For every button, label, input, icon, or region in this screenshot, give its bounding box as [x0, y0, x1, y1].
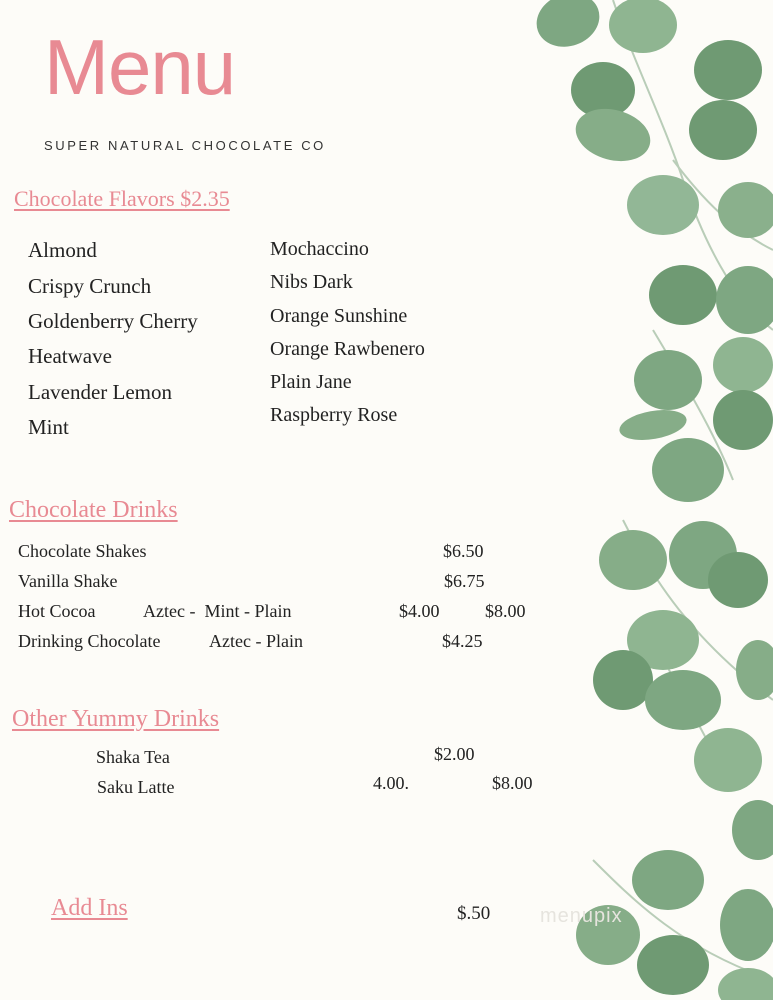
watermark: menupix: [540, 905, 623, 927]
drink-name: Drinking Chocolate: [18, 631, 161, 651]
drink-price: $6.75: [444, 571, 485, 591]
flavor-item: Raspberry Rose: [270, 404, 398, 426]
section-heading-other-drinks: Other Yummy Drinks: [12, 706, 220, 732]
flavor-item: Crispy Crunch: [28, 274, 152, 298]
drink-price: $6.50: [443, 541, 484, 561]
flavor-item: Goldenberry Cherry: [28, 309, 198, 333]
flavor-item: Plain Jane: [270, 371, 352, 393]
drink-price: $2.00: [434, 744, 475, 764]
drink-price-large: $8.00: [492, 773, 533, 793]
drink-name: Shaka Tea: [96, 747, 170, 767]
flavor-item: Nibs Dark: [270, 271, 353, 293]
flavor-item: Almond: [28, 238, 97, 262]
flavor-item: Orange Sunshine: [270, 305, 408, 327]
drink-price: $4.00: [399, 601, 440, 621]
flavor-item: Heatwave: [28, 344, 112, 368]
flavor-item: Lavender Lemon: [28, 380, 173, 404]
drink-price: $4.25: [442, 631, 483, 651]
drink-options: Aztec - Plain: [209, 631, 303, 651]
flavor-item: Mochaccino: [270, 238, 369, 260]
eucalyptus-leaves-decoration: [533, 0, 773, 1000]
section-heading-drinks: Chocolate Drinks: [9, 497, 178, 523]
drink-name: Saku Latte: [97, 777, 175, 797]
drink-price: 4.00.: [373, 773, 409, 793]
page-title: Menu: [44, 23, 236, 111]
drink-name: Chocolate Shakes: [18, 541, 147, 561]
drink-price-large: $8.00: [485, 601, 526, 621]
add-ins-price: $.50: [457, 903, 491, 924]
section-heading-flavors: Chocolate Flavors $2.35: [14, 186, 230, 211]
flavor-item: Mint: [28, 415, 69, 439]
drink-options: Aztec - Mint - Plain: [143, 601, 292, 621]
business-name: SUPER NATURAL CHOCOLATE CO: [44, 138, 326, 153]
drink-name: Hot Cocoa: [18, 601, 96, 621]
flavor-item: Orange Rawbenero: [270, 338, 425, 360]
drink-name: Vanilla Shake: [18, 571, 118, 591]
section-heading-add-ins: Add Ins: [51, 895, 128, 921]
